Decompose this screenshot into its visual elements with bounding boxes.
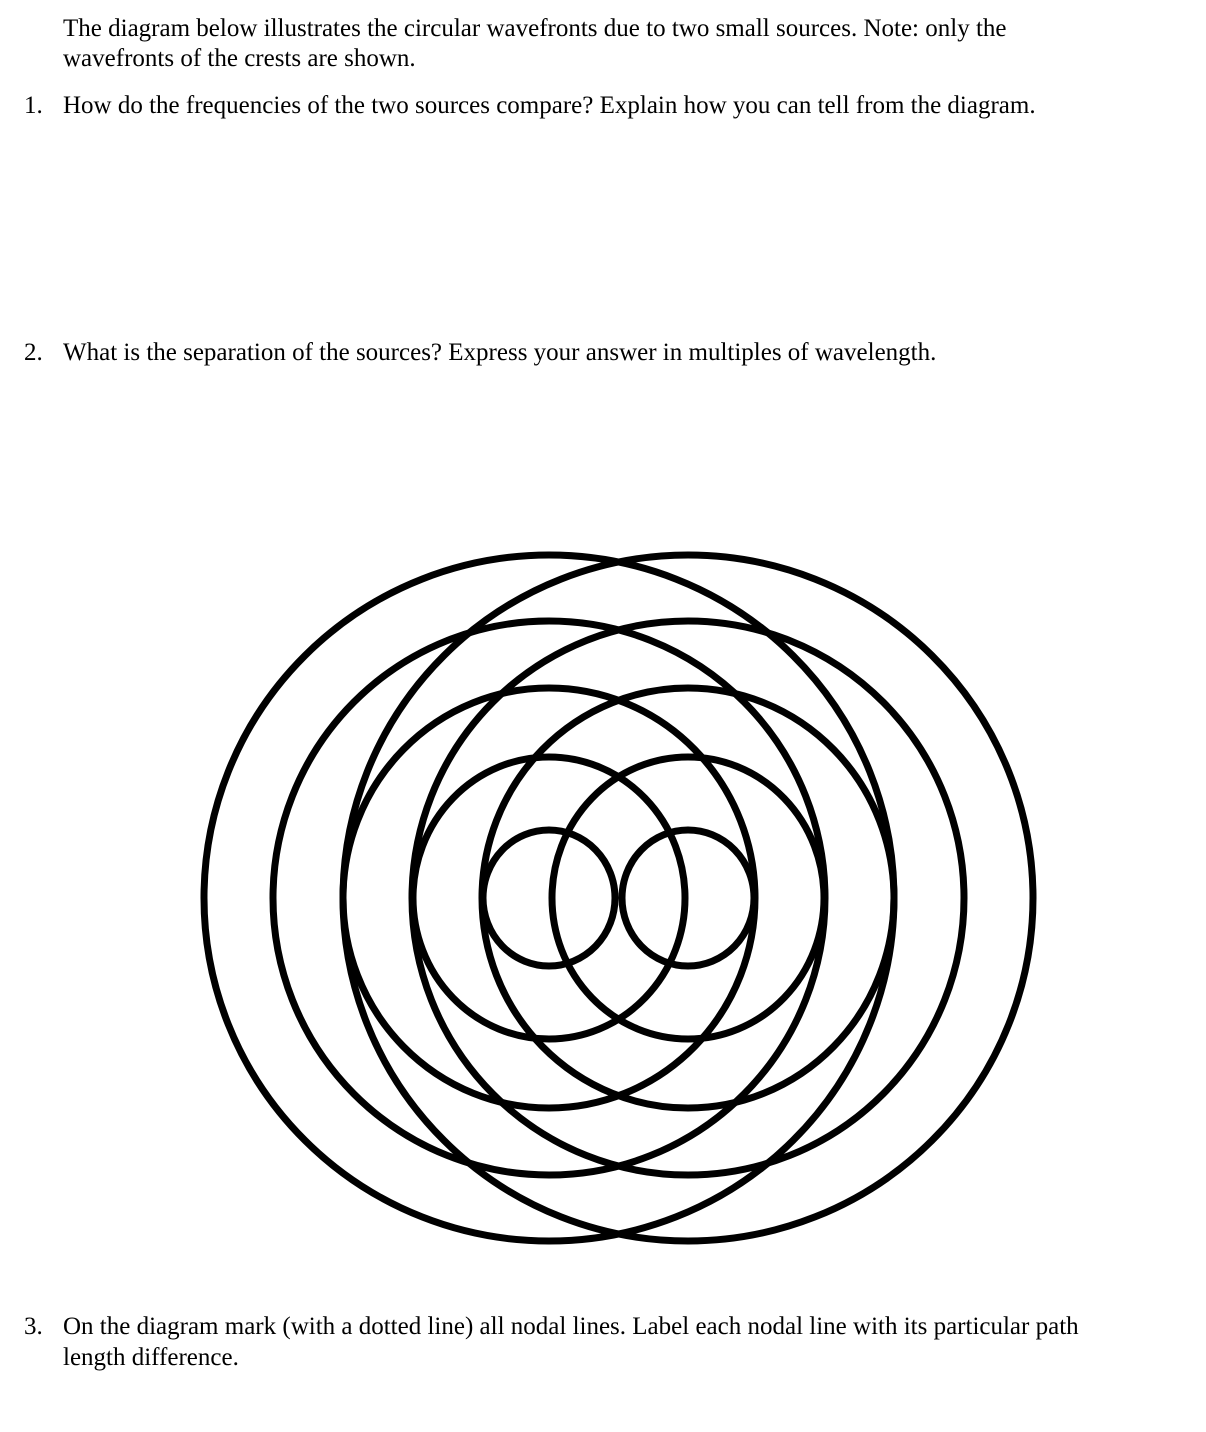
question-text: How do the frequencies of the two sources compare? Explain how you can tell from the diagram. [63,92,1036,119]
question-number: 2. [24,339,43,366]
question-number: 1. [24,92,43,119]
intro-line-1: The diagram below illustrates the circular wavefronts due to two small sources. Note: only the [63,15,1007,42]
intro-line-2: wavefronts of the crests are shown. [63,45,416,72]
question-text: What is the separation of the sources? Express your answer in multiples of wavelength. [63,339,937,366]
question-3 [24,1311,1174,1373]
question-text-line-2: length difference. [63,1344,239,1371]
question-number: 3. [24,1313,43,1340]
question-text-line-1: On the diagram mark (with a dotted line) all nodal lines. Label each nodal line with its particular path [63,1313,1079,1340]
